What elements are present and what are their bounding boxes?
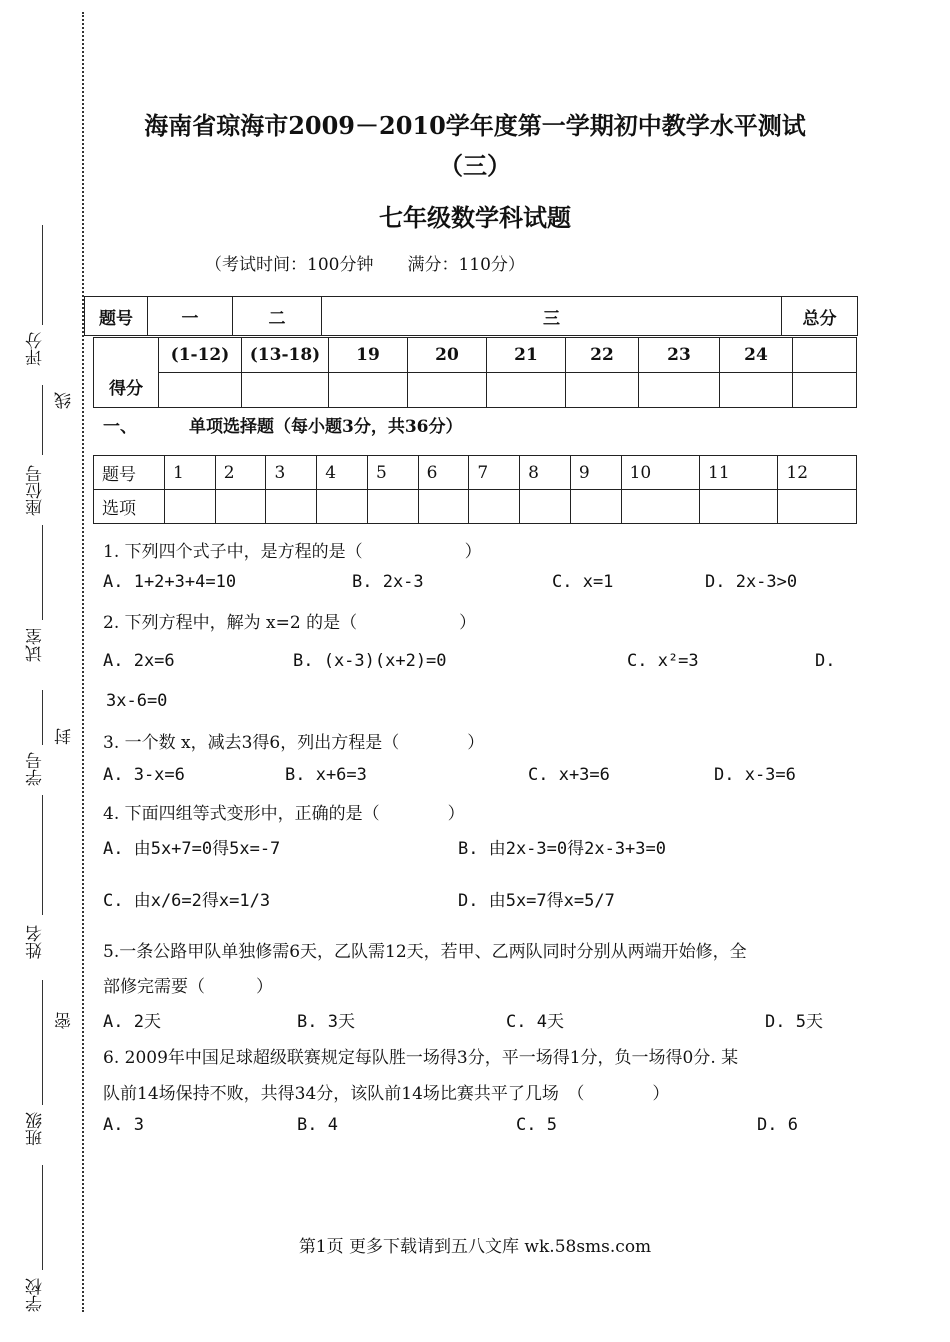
answer-cell[interactable]: [570, 490, 621, 524]
question-6-option-a: A. 3: [103, 1115, 144, 1135]
answer-cell[interactable]: [165, 490, 216, 524]
section-number: 一、: [103, 417, 137, 437]
answer-cell[interactable]: [520, 490, 571, 524]
answer-header-cell: 2: [215, 456, 266, 490]
question-4-option-d: D. 由5x=7得x=5/7: [458, 891, 615, 911]
score-cell[interactable]: [639, 373, 720, 408]
question-4-option-c: C. 由x/6=2得x=1/3: [103, 891, 271, 911]
question-1-option-c: C. x=1: [552, 572, 614, 592]
score-row-label: 得分: [94, 338, 159, 408]
side-label-student-id: 学号: [26, 752, 46, 786]
score-col-label: (1-12): [159, 338, 242, 373]
score-table: [93, 337, 857, 408]
question-5-option-d: D. 5天: [765, 1012, 823, 1032]
question-2-stem: 2. 下列方程中，解为 x=2 的是（ ）: [103, 613, 477, 633]
question-3-option-b: B. x+6=3: [285, 765, 367, 785]
question-5-option-c: C. 4天: [506, 1012, 564, 1032]
question-6-stem: 6. 2009年中国足球超级联赛规定每队胜一场得3分，平一场得1分，负一场得0分. 某: [103, 1048, 739, 1068]
answer-table: [93, 455, 857, 524]
side-label-class: 班级: [26, 1112, 46, 1146]
question-5-stem: 5.一条公路甲队单独修需6天，乙队需12天，若甲、乙两队同时分别从两端开始修，全: [103, 942, 747, 962]
question-1-option-d: D. 2x-3>0: [705, 572, 798, 592]
seal-mark-line: 线: [55, 392, 75, 409]
score-col-label: [793, 338, 857, 373]
answer-header-cell: 11: [700, 456, 778, 490]
question-4-option-b: B. 由2x-3=0得2x-3+3=0: [458, 839, 666, 859]
question-4-stem: 4. 下面四组等式变形中，正确的是（ ）: [103, 804, 465, 824]
question-2-option-a: A. 2x=6: [103, 651, 175, 671]
answer-header-cell: 1: [165, 456, 216, 490]
question-2-option-d: D.: [815, 651, 836, 671]
answer-cell[interactable]: [700, 490, 778, 524]
exam-info: （考试时间：100分钟 满分：110分）: [205, 255, 525, 275]
question-3-option-a: A. 3-x=6: [103, 765, 185, 785]
answer-cell[interactable]: [621, 490, 699, 524]
page-footer: 第1页 更多下载请到五八文库 wk.58sms.com: [298, 1237, 652, 1257]
side-line-name: [42, 795, 43, 915]
answer-header-cell: 10: [621, 456, 699, 490]
question-6-option-d: D. 6: [757, 1115, 798, 1135]
question-5-stem-cont: 部修完需要（ ）: [103, 977, 273, 997]
answer-row-label: 选项: [94, 490, 165, 524]
section-title: 单项选择题（每小题3分，共36分）: [189, 417, 463, 437]
subject-title: 七年级数学科试题: [379, 203, 571, 232]
score-cell[interactable]: [159, 373, 242, 408]
question-3-option-c: C. x+3=6: [528, 765, 610, 785]
answer-cell[interactable]: [266, 490, 317, 524]
score-cell[interactable]: [566, 373, 639, 408]
question-1-stem: 1. 下列四个式子中，是方程的是（ ）: [103, 542, 482, 562]
answer-cell[interactable]: [317, 490, 368, 524]
question-2-option-c: C. x²=3: [627, 651, 699, 671]
seal-mark-seal: 封: [55, 728, 75, 745]
answer-header-cell: 3: [266, 456, 317, 490]
answer-header-cell: 12: [778, 456, 857, 490]
score-table-header: [84, 296, 858, 336]
score-col-label: 24: [720, 338, 793, 373]
score-col-label: 22: [566, 338, 639, 373]
score-cell[interactable]: [487, 373, 566, 408]
answer-header-cell: 4: [317, 456, 368, 490]
question-2-option-b: B. (x-3)(x+2)=0: [293, 651, 447, 671]
side-line-score: [42, 225, 43, 325]
score-header-cell: 三: [322, 297, 782, 336]
answer-header-cell: 7: [469, 456, 520, 490]
answer-header-cell: 9: [570, 456, 621, 490]
score-cell[interactable]: [329, 373, 408, 408]
score-header-cell: 二: [233, 297, 322, 336]
seal-mark-secret: 密: [55, 1012, 75, 1029]
score-col-label: (13-18): [242, 338, 329, 373]
score-header-cell: 一: [148, 297, 233, 336]
score-header-cell: 总分: [782, 297, 858, 336]
question-1-option-b: B. 2x-3: [352, 572, 424, 592]
question-6-option-c: C. 5: [516, 1115, 557, 1135]
question-5-option-a: A. 2天: [103, 1012, 161, 1032]
question-2-option-d-text: 3x-6=0: [106, 691, 168, 711]
answer-cell[interactable]: [367, 490, 418, 524]
question-5-option-b: B. 3天: [297, 1012, 355, 1032]
side-label-name: 姓名: [26, 925, 46, 959]
side-line-id: [42, 690, 43, 745]
question-1-option-a: A. 1+2+3+4=10: [103, 572, 237, 592]
question-3-option-d: D. x-3=6: [714, 765, 796, 785]
side-label-score: 评分: [26, 332, 46, 366]
side-label-school: 学校: [26, 1278, 46, 1312]
side-line-room: [42, 525, 43, 620]
page-title: 海南省琼海市2009－2010学年度第一学期初中教学水平测试: [144, 111, 806, 140]
score-col-label: 23: [639, 338, 720, 373]
answer-header-cell: 6: [418, 456, 469, 490]
answer-cell[interactable]: [418, 490, 469, 524]
page-title-part: （三）: [439, 151, 511, 180]
question-6-option-b: B. 4: [297, 1115, 338, 1135]
score-col-label: 20: [408, 338, 487, 373]
question-6-stem-cont: 队前14场保持不败，共得34分，该队前14场比赛共平了几场 （ ）: [103, 1084, 670, 1104]
score-cell[interactable]: [720, 373, 793, 408]
side-line-class: [42, 980, 43, 1105]
score-cell[interactable]: [242, 373, 329, 408]
binding-dotted-line: [82, 12, 84, 1312]
score-cell[interactable]: [793, 373, 857, 408]
question-3-stem: 3. 一个数 x，减去3得6，列出方程是（ ）: [103, 733, 485, 753]
score-col-label: 19: [329, 338, 408, 373]
answer-cell[interactable]: [469, 490, 520, 524]
score-header-cell: 题号: [85, 297, 148, 336]
section-heading: [103, 412, 463, 437]
score-col-label: 21: [487, 338, 566, 373]
side-label-seat: 座位号: [26, 465, 46, 516]
score-cell[interactable]: [408, 373, 487, 408]
answer-header-cell: 5: [367, 456, 418, 490]
answer-cell[interactable]: [778, 490, 857, 524]
side-label-room: 试室: [26, 628, 46, 662]
question-4-option-a: A. 由5x+7=0得5x=-7: [103, 839, 281, 859]
answer-cell[interactable]: [215, 490, 266, 524]
side-line-seat: [42, 385, 43, 455]
answer-header-cell: 8: [520, 456, 571, 490]
answer-header-cell: 题号: [94, 456, 165, 490]
